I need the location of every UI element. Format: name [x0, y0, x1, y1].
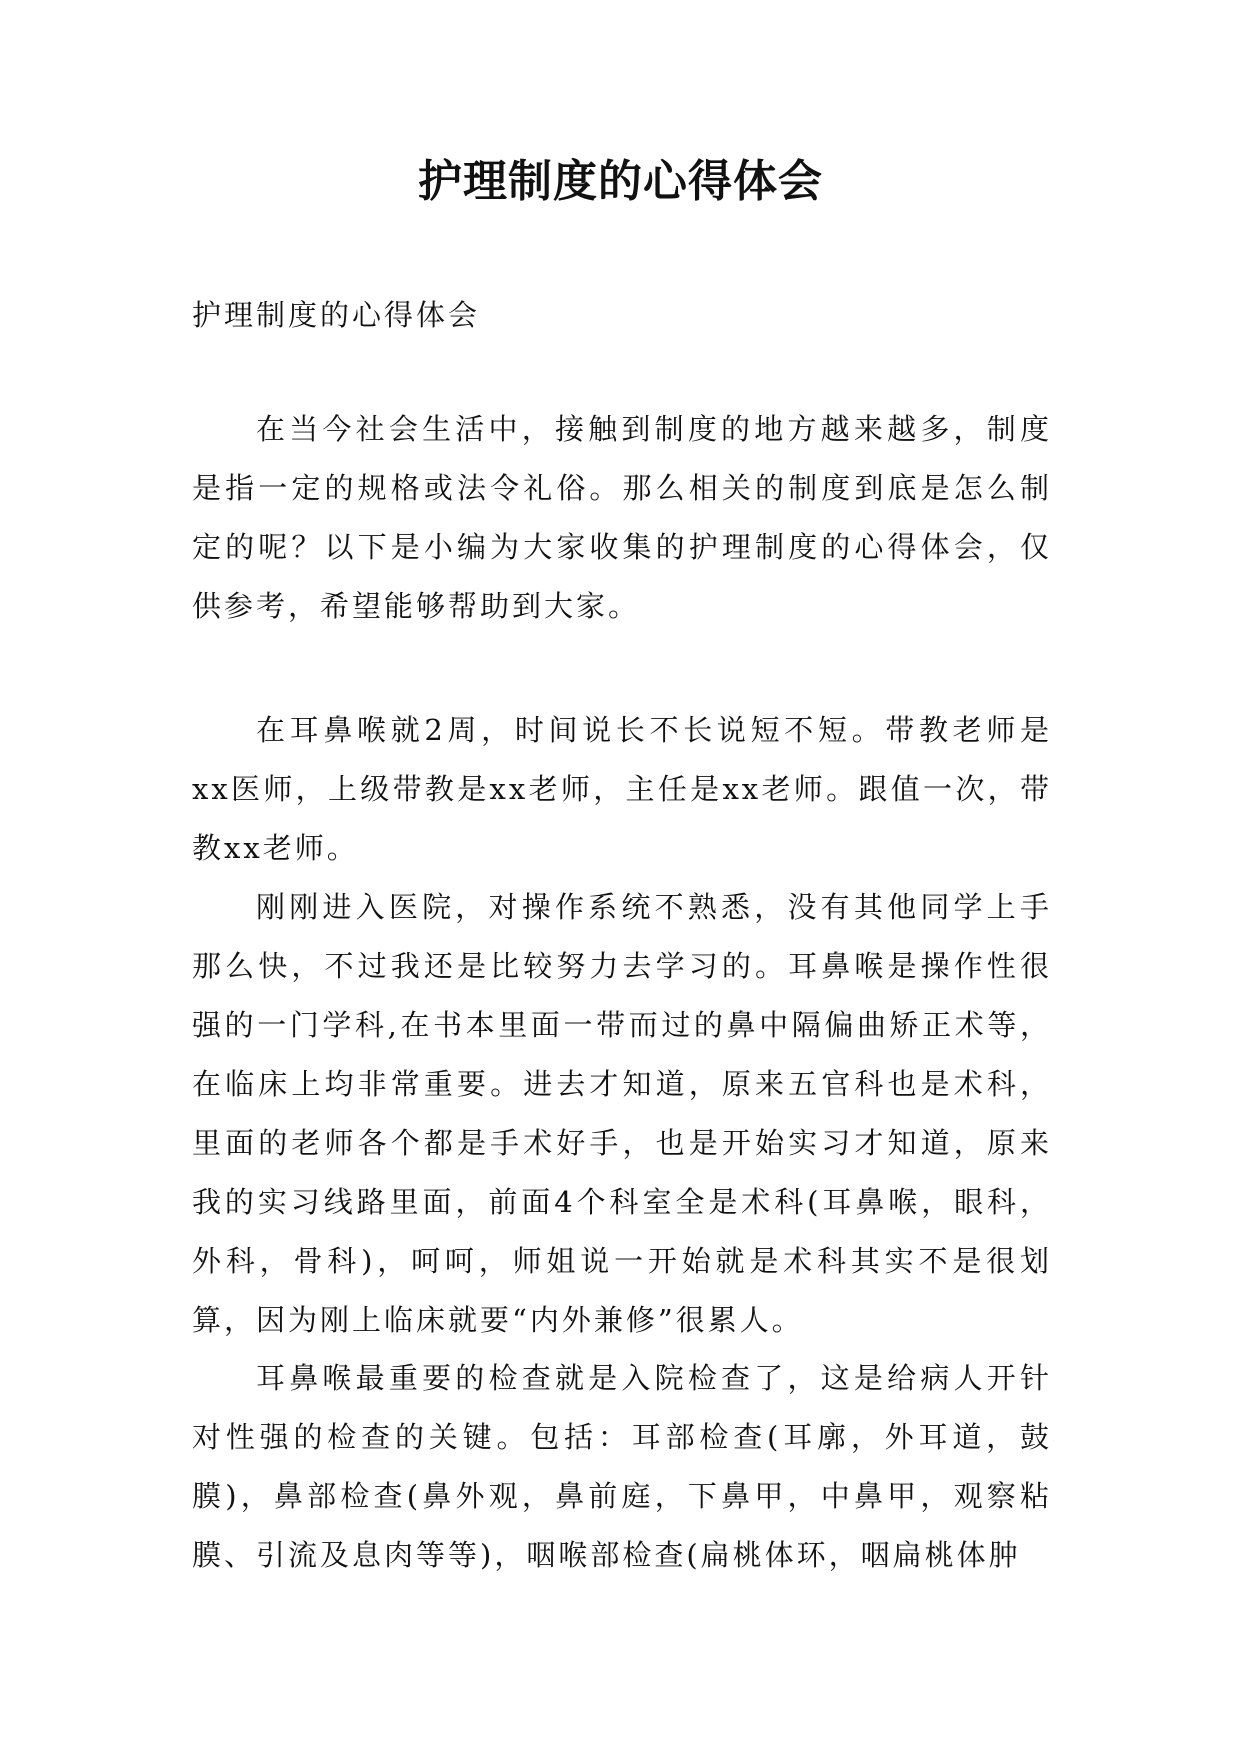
paragraph-ent-duration: 在耳鼻喉就2周，时间说长不长说短不短。带教老师是xx医师，上级带教是xx老师，主任是xx老师。跟值一次，带教xx老师。 — [192, 713, 1052, 865]
paragraph-hospital-start: 刚刚进入医院，对操作系统不熟悉，没有其他同学上手那么快，不过我还是比较努力去学习的。耳鼻喉是操作性很强的一门学科,在书本里面一带而过的鼻中隔偏曲矫正术等，在临床上均非常重要。进去才知道，原来五官科也是术科，里面的老师各个都是手术好手，也是开始实习才知道，原来我的实习线路里面，前面4个科室全是术科(耳鼻喉，眼科，外科，骨科)，呵呵，师姐说一开始就是术科其实不是很划算，因为刚上临床就要“内外兼修”很累人。 — [192, 890, 1052, 1337]
paragraph-intro: 在当今社会生活中，接触到制度的地方越来越多，制度是指一定的规格或法令礼俗。那么相关的制度到底是怎么制定的呢？以下是小编为大家收集的护理制度的心得体会，仅供参考，希望能够帮助到大家。 — [192, 412, 1052, 623]
paragraph-admission-exam: 耳鼻喉最重要的检查就是入院检查了，这是给病人开针对性强的检查的关键。包括：耳部检查(耳廓，外耳道，鼓膜)，鼻部检查(鼻外观，鼻前庭，下鼻甲，中鼻甲，观察粘膜、引流及息肉等等)，咽喉部检查(扁桃体环，咽扁桃体肿 — [192, 1361, 1052, 1572]
document-title: 护理制度的心得体会 — [418, 156, 823, 207]
document-subtitle: 护理制度的心得体会 — [192, 298, 481, 332]
